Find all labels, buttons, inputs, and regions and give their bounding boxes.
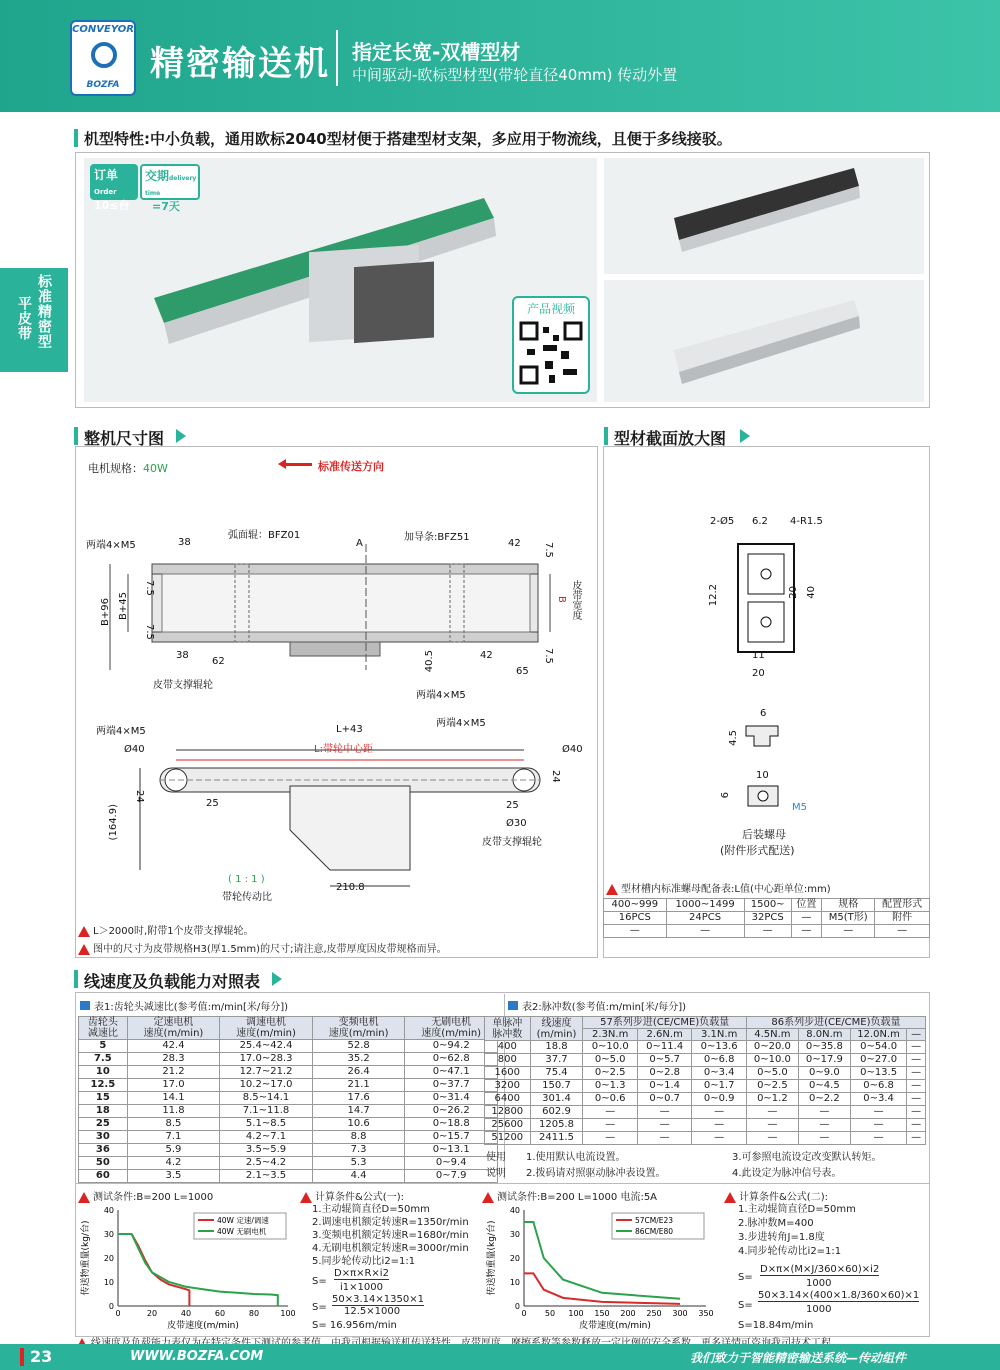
product-photo-2: [604, 158, 924, 274]
category-tab-label-2: 平皮带: [16, 296, 32, 341]
table-cell: 2.1~3.5: [220, 1170, 313, 1183]
y-tick-label: 20: [103, 1254, 114, 1263]
x-tick-label: 350: [698, 1309, 714, 1318]
table-cell: 0~15.7: [405, 1131, 498, 1144]
table-cell: 0~5.0: [583, 1054, 637, 1067]
table-cell: 800: [485, 1054, 531, 1067]
table-cell: —: [850, 1119, 907, 1132]
table-row: [485, 1093, 926, 1106]
table-cell: 0~6.8: [692, 1054, 746, 1067]
y-tick-label: 0: [514, 1302, 520, 1311]
category-tab-label: 标准精密型: [36, 274, 52, 349]
y-axis-label: 传送物重量(kg/台): [81, 1220, 91, 1296]
table-cell: 5: [79, 1040, 128, 1053]
legend-label: 40W 无刷电机: [217, 1227, 267, 1236]
table-cell: 3.5: [127, 1170, 220, 1183]
table-cell: 1600: [485, 1067, 531, 1080]
table-cell: 18: [79, 1105, 128, 1118]
y-tick-label: 40: [509, 1206, 520, 1215]
x-tick-label: 200: [620, 1309, 636, 1318]
table-row: [79, 1131, 498, 1144]
table-cell: 28.3: [127, 1053, 220, 1066]
y-tick-label: 10: [509, 1278, 520, 1287]
table-cell: —: [692, 1119, 746, 1132]
table-cell: 10.6: [312, 1118, 405, 1131]
y-tick-label: 10: [103, 1278, 114, 1287]
calc1-title: 计算条件&公式(一):: [300, 1188, 404, 1203]
y-tick-label: 0: [108, 1302, 114, 1311]
x-tick-label: 150: [594, 1309, 610, 1318]
table-cell: 0~18.8: [405, 1118, 498, 1131]
table-cell: 51200: [485, 1132, 531, 1145]
table-cell: 0~2.5: [583, 1067, 637, 1080]
table-cell: —: [637, 1132, 691, 1145]
warning-icon: [78, 944, 90, 955]
table-header: 2.3N.m: [583, 1029, 637, 1041]
table-cell: 7.5: [79, 1053, 128, 1066]
table-cell: 36: [79, 1144, 128, 1157]
table-cell: 37.7: [530, 1054, 583, 1067]
table-cell: 150.7: [530, 1080, 583, 1093]
table-cell: —: [746, 1119, 798, 1132]
table-row: [79, 1066, 498, 1079]
table-cell: 0~2.5: [746, 1080, 798, 1093]
table-header: 齿轮头 减速比: [79, 1017, 128, 1040]
pulse-table: [484, 1016, 926, 1145]
table-cell: 7.1: [127, 1131, 220, 1144]
table-cell: —: [907, 1054, 926, 1067]
table-cell: 0~10.0: [583, 1041, 637, 1054]
table-cell: —: [798, 1132, 850, 1145]
table-header: 8.0N.m: [798, 1029, 850, 1041]
table-row: [79, 1105, 498, 1118]
table-cell: 0~37.7: [405, 1079, 498, 1092]
table-cell: 30: [79, 1131, 128, 1144]
y-axis-label: 传送物重量(kg/台): [487, 1220, 497, 1296]
footer-slogan: 我们致力于智能精密输送系统—传动组件: [690, 1351, 907, 1365]
table-cell: 5.1~8.5: [220, 1118, 313, 1131]
table-cell: 12.5: [79, 1079, 128, 1092]
table-row: [79, 1170, 498, 1183]
x-axis-label: 皮带速度(m/min): [167, 1321, 239, 1331]
cond2-title: 测试条件:B=200 L=1000 电流:5A: [482, 1188, 657, 1203]
table-header: 57系列步进(CE/CME)负载量: [583, 1017, 746, 1029]
table-cell: —: [907, 1080, 926, 1093]
table-header: —: [907, 1029, 926, 1041]
table-row: [485, 1054, 926, 1067]
table-cell: —: [798, 1106, 850, 1119]
page-footer: [0, 1344, 1000, 1370]
table-cell: 8.5~14.1: [220, 1092, 313, 1105]
profile-cross-section: [730, 540, 810, 670]
table-row: [485, 1132, 926, 1145]
section-bar: [604, 427, 608, 445]
table-header: 变频电机 速度(m/min): [312, 1017, 405, 1040]
table-header: 定速电机 速度(m/min): [127, 1017, 220, 1040]
x-tick-label: 40: [180, 1309, 192, 1318]
table-cell: 17.6: [312, 1092, 405, 1105]
table-cell: 602.9: [530, 1106, 583, 1119]
table-cell: 0~62.8: [405, 1053, 498, 1066]
calc2-lines: 1.主动辊筒直径D=50mm 2.脉冲数M=400 3.步进转角J=1.8度 4.同步轮传动比i2=1:1: [738, 1204, 856, 1257]
table-cell: —: [637, 1106, 691, 1119]
table-cell: 0~13.6: [692, 1041, 746, 1054]
table-cell: 0~6.8: [850, 1080, 907, 1093]
table-cell: 0~4.5: [798, 1080, 850, 1093]
table-cell: 25.4~42.4: [220, 1040, 313, 1053]
table-cell: 7.3: [312, 1144, 405, 1157]
table-cell: 0~0.9: [692, 1093, 746, 1106]
table-cell: 0~13.5: [850, 1067, 907, 1080]
table-cell: 0~5.0: [746, 1067, 798, 1080]
logo-ring-icon: [91, 42, 117, 68]
direction-label: 标准传送方向: [318, 460, 384, 473]
legend-label: 86CM/E80: [635, 1227, 674, 1236]
table-row: [485, 1106, 926, 1119]
table-cell: 0~11.4: [637, 1041, 691, 1054]
table-cell: 11.8: [127, 1105, 220, 1118]
calc2-title: 计算条件&公式(二):: [724, 1188, 828, 1203]
table-cell: 4.4: [312, 1170, 405, 1183]
note-1: L＞2000时,附带1个皮带支撑辊轮。: [78, 922, 254, 937]
table-cell: —: [907, 1106, 926, 1119]
y-tick-label: 30: [103, 1230, 114, 1239]
table-cell: 0~94.2: [405, 1040, 498, 1053]
table-cell: 3200: [485, 1080, 531, 1093]
table-cell: 14.1: [127, 1092, 220, 1105]
qr-code-icon: [519, 321, 583, 385]
table-header: 86系列步进(CE/CME)负载量: [746, 1017, 925, 1029]
heading-arrow-icon: [272, 972, 282, 986]
x-tick-label: 0: [521, 1309, 527, 1318]
table-header: 无刷电机 速度(m/min): [405, 1017, 498, 1040]
x-tick-label: 250: [646, 1309, 662, 1318]
table-cell: —: [907, 1041, 926, 1054]
x-tick-label: 300: [672, 1309, 688, 1318]
table-cell: —: [692, 1106, 746, 1119]
table-cell: 0~9.4: [405, 1157, 498, 1170]
table-row: [79, 1053, 498, 1066]
table-cell: 0~10.0: [746, 1054, 798, 1067]
table-cell: 0~5.7: [637, 1054, 691, 1067]
direction-arrow-icon: [282, 463, 312, 466]
table-cell: 0~1.2: [746, 1093, 798, 1106]
table-cell: 0~47.1: [405, 1066, 498, 1079]
table-cell: 10.2~17.0: [220, 1079, 313, 1092]
table-cell: 2411.5: [530, 1132, 583, 1145]
table-cell: —: [907, 1067, 926, 1080]
table-cell: —: [907, 1093, 926, 1106]
profile-heading: 型材截面放大图: [614, 429, 727, 448]
legend-label: 40W 定速/调速: [217, 1216, 269, 1225]
table-row: [485, 1119, 926, 1132]
section-bar: [74, 427, 78, 445]
table-cell: —: [583, 1106, 637, 1119]
section-bar: [74, 129, 78, 147]
table-cell: 301.4: [530, 1093, 583, 1106]
table-cell: 8.5: [127, 1118, 220, 1131]
table-cell: 17.0~28.3: [220, 1053, 313, 1066]
table-cell: 0~7.9: [405, 1170, 498, 1183]
dimension-heading: 整机尺寸图: [84, 429, 165, 448]
table-header: 12.0N.m: [850, 1029, 907, 1041]
warning-icon: [78, 1192, 90, 1203]
website[interactable]: WWW.BOZFA.COM: [130, 1349, 264, 1364]
y-tick-label: 20: [509, 1254, 520, 1263]
table-row: [485, 1080, 926, 1093]
table-cell: 75.4: [530, 1067, 583, 1080]
x-tick-label: 50: [544, 1309, 556, 1318]
page-subtitle: 指定长宽-双槽型材: [352, 40, 521, 64]
table-cell: —: [798, 1119, 850, 1132]
table-cell: 14.7: [312, 1105, 405, 1118]
page-number: 23: [30, 1347, 53, 1366]
table-cell: 0~2.8: [637, 1067, 691, 1080]
table-row: [79, 1118, 498, 1131]
table-cell: 0~31.4: [405, 1092, 498, 1105]
table-cell: 5.9: [127, 1144, 220, 1157]
page-title: 精密输送机: [150, 44, 330, 84]
table-row: [485, 1041, 926, 1054]
warning-icon: [482, 1192, 494, 1203]
heading-arrow-icon: [176, 429, 186, 443]
x-tick-label: 100: [568, 1309, 584, 1318]
table-cell: 42.4: [127, 1040, 220, 1053]
table-cell: 0~0.7: [637, 1093, 691, 1106]
section-bar: [74, 970, 78, 988]
table-cell: 15: [79, 1092, 128, 1105]
table-cell: —: [907, 1132, 926, 1145]
table-cell: 0~13.1: [405, 1144, 498, 1157]
x-tick-label: 100: [280, 1309, 296, 1318]
series-line: [118, 1234, 278, 1306]
table-row: [79, 1092, 498, 1105]
table-cell: 35.2: [312, 1053, 405, 1066]
delivery-badge: 交期delivery time =7天: [140, 164, 200, 200]
table-header: 线速度 (m/min): [530, 1017, 583, 1041]
table-cell: 5.3: [312, 1157, 405, 1170]
table-cell: 0~27.0: [850, 1054, 907, 1067]
table-cell: 2.5~4.2: [220, 1157, 313, 1170]
table-cell: 50: [79, 1157, 128, 1170]
table-cell: 12800: [485, 1106, 531, 1119]
table-cell: 0~17.9: [798, 1054, 850, 1067]
motor-spec: 电机规格：40W: [88, 462, 168, 475]
brand-logo: CONVEYOR BOZFA: [70, 20, 136, 96]
table-cell: 0~9.0: [798, 1067, 850, 1080]
table-cell: 400: [485, 1041, 531, 1054]
table-cell: —: [907, 1119, 926, 1132]
table-cell: —: [692, 1132, 746, 1145]
table-cell: 0~1.4: [637, 1080, 691, 1093]
x-axis-label: 皮带速度(m/min): [579, 1321, 651, 1331]
table-header: 4.5N.m: [746, 1029, 798, 1041]
table-cell: 7.1~11.8: [220, 1105, 313, 1118]
table-cell: 60: [79, 1170, 128, 1183]
table-cell: 0~35.8: [798, 1041, 850, 1054]
x-tick-label: 80: [248, 1309, 260, 1318]
header-divider: [336, 30, 338, 86]
table-row: [485, 1067, 926, 1080]
x-tick-label: 0: [115, 1309, 121, 1318]
table-header: 3.1N.m: [692, 1029, 746, 1041]
table-cell: 25600: [485, 1119, 531, 1132]
table-cell: 0~26.2: [405, 1105, 498, 1118]
table-cell: —: [746, 1132, 798, 1145]
t-nut-icon: [742, 718, 782, 748]
table-cell: 10: [79, 1066, 128, 1079]
y-tick-label: 40: [103, 1206, 114, 1215]
nut-table-title: 型材槽内标准螺母配备表:L值(中心距单位:mm): [606, 880, 831, 895]
product-photo-3: [604, 280, 924, 402]
table-cell: 26.4: [312, 1066, 405, 1079]
order-badge: 订单Order 10≤台: [90, 164, 138, 200]
page-header: [0, 0, 1000, 112]
table-row: [79, 1157, 498, 1170]
table-cell: 1205.8: [530, 1119, 583, 1132]
table1-title: 表1:齿轮头减速比(参考值:m/min[米/每分]): [80, 998, 288, 1013]
table-header: 调速电机 速度(m/min): [220, 1017, 313, 1040]
nut-icon: [746, 784, 782, 810]
table-cell: 0~1.7: [692, 1080, 746, 1093]
warning-icon: [724, 1192, 736, 1203]
calc1-lines: 1.主动辊筒直径D=50mm 2.调速电机额定转速R=1350r/min 3.变频电机额定转速R=1680r/min 4.无刷电机额定转速R=3000r/min 5.同步轮传动比i2=1:1: [312, 1204, 469, 1267]
load-chart-2: [484, 1204, 716, 1334]
table-cell: —: [746, 1106, 798, 1119]
table-cell: 21.1: [312, 1079, 405, 1092]
table-cell: —: [850, 1132, 907, 1145]
features-heading: 机型特性:中小负载，通用欧标2040型材便于搭建型材支架，多应用于物流线，且便于多线接驳。: [84, 130, 732, 148]
warning-icon: [300, 1192, 312, 1203]
table-header: 2.6N.m: [637, 1029, 691, 1041]
speed-heading: 线速度及负载能力对照表: [84, 972, 261, 991]
video-qr-box[interactable]: 产品视频: [512, 296, 590, 394]
table-cell: 4.2~7.1: [220, 1131, 313, 1144]
table2-title: 表2:脉冲数(参考值:m/min[米/每分]): [508, 998, 686, 1013]
table-row: [79, 1079, 498, 1092]
table-cell: 0~1.3: [583, 1080, 637, 1093]
page-subtitle-2: 中间驱动-欧标型材型(带轮直径40mm) 传动外置: [352, 66, 678, 84]
y-tick-label: 30: [509, 1230, 520, 1239]
table-cell: 4.2: [127, 1157, 220, 1170]
x-tick-label: 20: [146, 1309, 158, 1318]
table-cell: 0~54.0: [850, 1041, 907, 1054]
table-cell: 3.5~5.9: [220, 1144, 313, 1157]
table-cell: 0~20.0: [746, 1041, 798, 1054]
table-row: [79, 1040, 498, 1053]
heading-arrow-icon: [740, 429, 750, 443]
direction-arrowhead-icon: [278, 459, 286, 469]
table-cell: —: [583, 1119, 637, 1132]
table-row: [79, 1144, 498, 1157]
series-line: [118, 1234, 189, 1306]
table-cell: —: [850, 1106, 907, 1119]
category-tab: [0, 268, 68, 372]
table-cell: 25: [79, 1118, 128, 1131]
table-cell: 0~3.4: [692, 1067, 746, 1080]
cond1-title: 测试条件:B=200 L=1000: [78, 1188, 213, 1203]
legend-label: 57CM/E23: [635, 1216, 674, 1225]
table-cell: 6400: [485, 1093, 531, 1106]
table-cell: —: [583, 1132, 637, 1145]
warning-icon: [606, 884, 618, 895]
load-chart-1: [78, 1204, 298, 1334]
table-cell: 0~3.4: [850, 1093, 907, 1106]
table-cell: 0~2.2: [798, 1093, 850, 1106]
series-line: [524, 1273, 680, 1303]
table-cell: 12.7~21.2: [220, 1066, 313, 1079]
gear-ratio-table: [78, 1016, 498, 1183]
table-cell: 8.8: [312, 1131, 405, 1144]
x-tick-label: 60: [214, 1309, 226, 1318]
table-cell: 21.2: [127, 1066, 220, 1079]
nut-table: 400~999 1000~1499 1500~ 位置 规格 配置形式 16PCS 24PCS 32PCS — M5(T形) 附件 — — — — — —: [603, 898, 930, 938]
table-cell: 0~0.6: [583, 1093, 637, 1106]
note-2: 图中的尺寸为皮带规格H3(厚1.5mm)的尺寸;请注意,皮带厚度因皮带规格而异。: [78, 940, 447, 955]
warning-icon: [78, 926, 90, 937]
table-cell: 17.0: [127, 1079, 220, 1092]
table-cell: —: [637, 1119, 691, 1132]
table-cell: 18.8: [530, 1041, 583, 1054]
table-cell: 52.8: [312, 1040, 405, 1053]
table-header: 单脉冲 脉冲数: [485, 1017, 531, 1041]
